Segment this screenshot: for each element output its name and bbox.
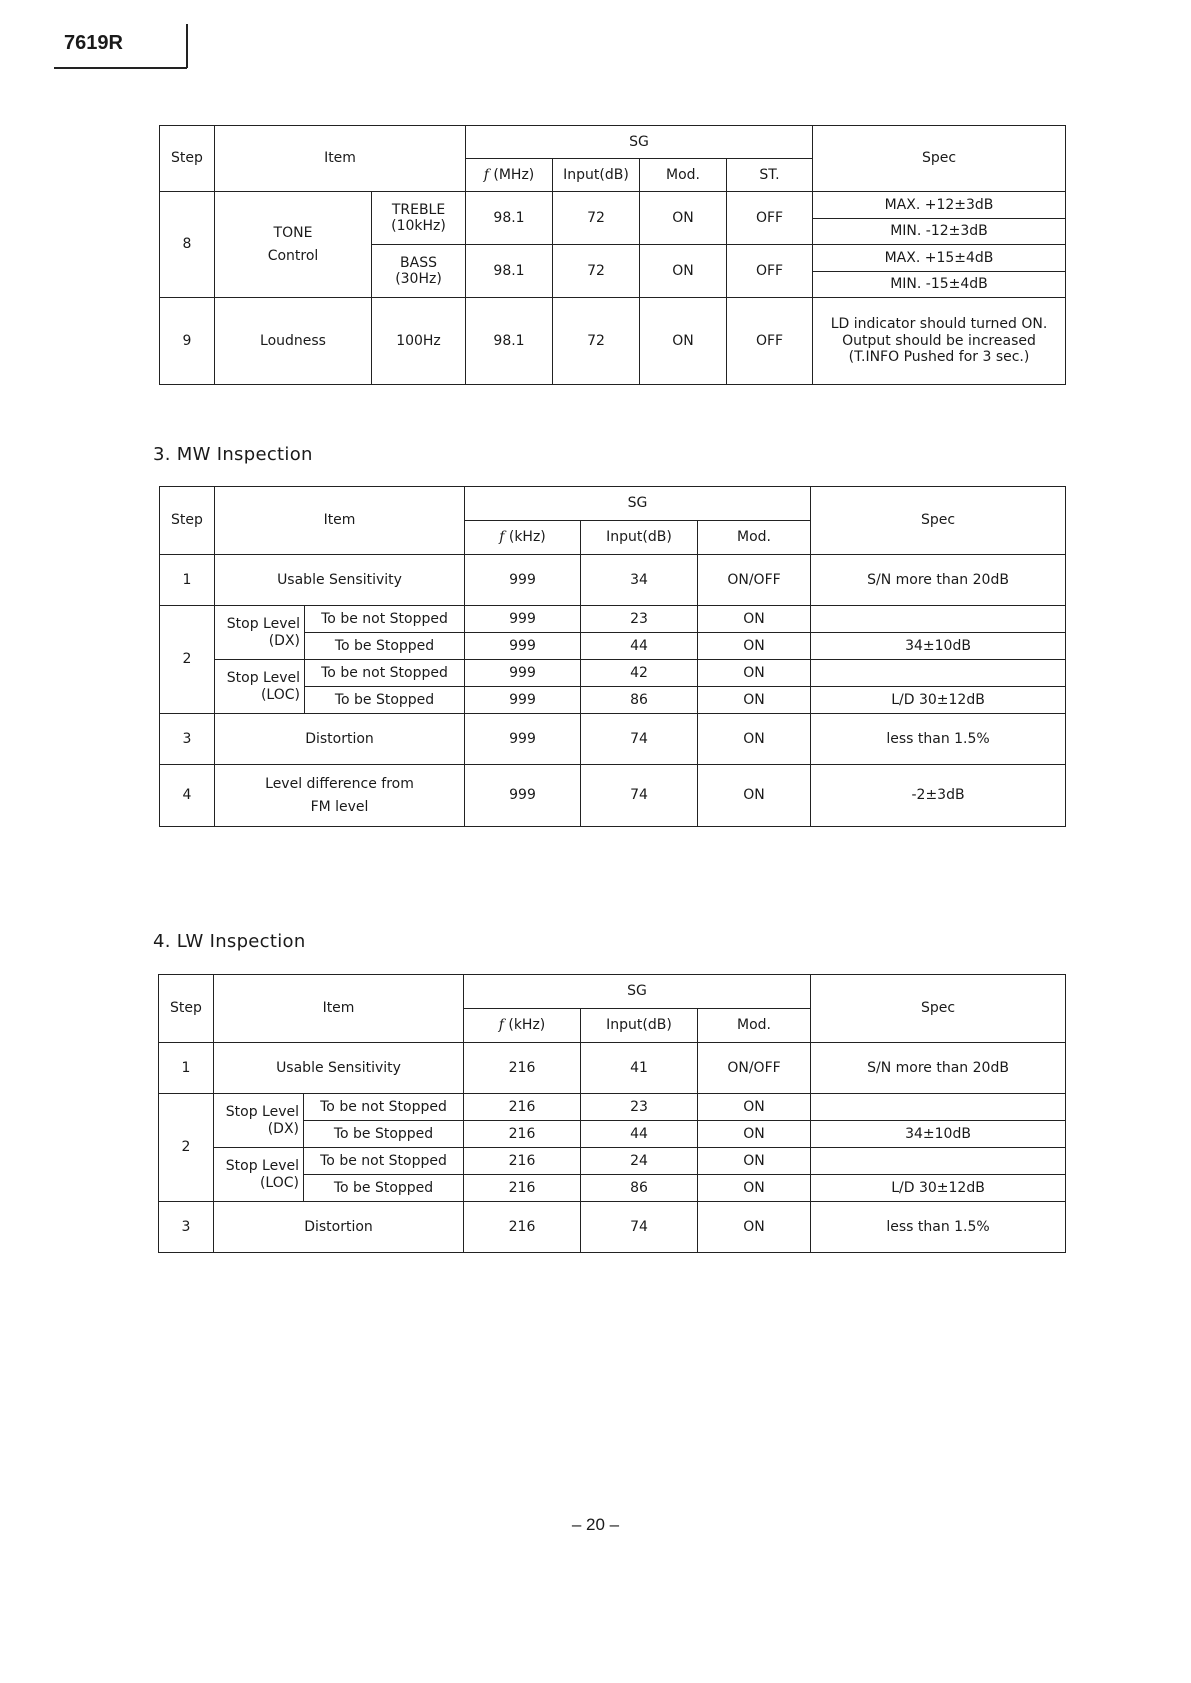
row2-sub3-input: 24	[581, 1148, 698, 1175]
row1-item: Usable Sensitivity	[214, 1043, 464, 1094]
header-mod: Mod.	[640, 159, 727, 192]
row1-step: 1	[160, 555, 215, 606]
row3-step: 3	[160, 714, 215, 765]
header-spec: Spec	[811, 487, 1066, 555]
row1-f: 999	[465, 555, 581, 606]
header-st: ST.	[727, 159, 813, 192]
row2-sub2-input: 44	[581, 1121, 698, 1148]
header-input: Input(dB)	[553, 159, 640, 192]
row3-f: 999	[465, 714, 581, 765]
row4-step: 4	[160, 765, 215, 827]
row2-sub4-label: To be Stopped	[305, 687, 465, 714]
row3-mod: ON	[698, 1202, 811, 1253]
row9-f: 98.1	[466, 298, 553, 385]
row8-spec-treble-max: MAX. +12±3dB	[813, 192, 1066, 219]
row2-sub4-label: To be Stopped	[304, 1175, 464, 1202]
row2-sub4-input: 86	[581, 687, 698, 714]
row3-mod: ON	[698, 714, 811, 765]
row1-mod: ON/OFF	[698, 1043, 811, 1094]
model-number: 7619R	[64, 32, 123, 54]
row2-sub2-f: 999	[465, 633, 581, 660]
row3-input: 74	[581, 714, 698, 765]
row8-treble-input: 72	[553, 192, 640, 245]
row1-f: 216	[464, 1043, 581, 1094]
row2-sub4-f: 216	[464, 1175, 581, 1202]
header-frequency: f (MHz)	[466, 159, 553, 192]
row2-sub2-f: 216	[464, 1121, 581, 1148]
header-spec: Spec	[811, 975, 1066, 1043]
row3-f: 216	[464, 1202, 581, 1253]
row3-step: 3	[159, 1202, 214, 1253]
row9-mod: ON	[640, 298, 727, 385]
mw-section-title: 3. MW Inspection	[153, 444, 313, 465]
lw-section-title: 4. LW Inspection	[153, 931, 306, 952]
row8-bass-st: OFF	[727, 245, 813, 298]
row2-sub1-f: 216	[464, 1094, 581, 1121]
row3-input: 74	[581, 1202, 698, 1253]
page-number: – 20 –	[571, 1515, 620, 1534]
row2-sub1-f: 999	[465, 606, 581, 633]
header-input: Input(dB)	[581, 521, 698, 555]
row2-sub3-label: To be not Stopped	[304, 1148, 464, 1175]
row1-spec: S/N more than 20dB	[811, 555, 1066, 606]
header-mod: Mod.	[698, 521, 811, 555]
row2-sub4-spec: L/D 30±12dB	[811, 1175, 1066, 1202]
header-input: Input(dB)	[581, 1009, 698, 1043]
row1-item: Usable Sensitivity	[215, 555, 465, 606]
row2-sub2-label: To be Stopped	[304, 1121, 464, 1148]
row2-sub2-spec: 34±10dB	[811, 633, 1066, 660]
row8-spec-bass-min: MIN. -15±4dB	[813, 272, 1066, 298]
row2-sub2-input: 44	[581, 633, 698, 660]
row4-mod: ON	[698, 765, 811, 827]
header-spec: Spec	[813, 126, 1066, 192]
header-frequency: f (kHz)	[464, 1009, 581, 1043]
header-mod: Mod.	[698, 1009, 811, 1043]
row2-sub3-spec	[811, 1148, 1066, 1175]
row2-sub1-mod: ON	[698, 606, 811, 633]
row2-sub4-mod: ON	[698, 687, 811, 714]
row2-loc-label: Stop Level (LOC)	[215, 660, 305, 714]
row9-step: 9	[160, 298, 215, 385]
row8-treble-f: 98.1	[466, 192, 553, 245]
row9-item: Loudness	[215, 298, 372, 385]
row2-sub2-spec: 34±10dB	[811, 1121, 1066, 1148]
row2-loc-label: Stop Level (LOC)	[214, 1148, 304, 1202]
row8-bass-input: 72	[553, 245, 640, 298]
row2-sub1-label: To be not Stopped	[305, 606, 465, 633]
header-step: Step	[160, 487, 215, 555]
row1-step: 1	[159, 1043, 214, 1094]
row8-item: TONE Control	[215, 192, 372, 298]
row2-sub3-f: 216	[464, 1148, 581, 1175]
row8-treble-st: OFF	[727, 192, 813, 245]
row3-spec: less than 1.5%	[811, 1202, 1066, 1253]
row2-sub3-label: To be not Stopped	[305, 660, 465, 687]
row2-sub1-spec	[811, 1094, 1066, 1121]
row9-st: OFF	[727, 298, 813, 385]
row8-bass-mod: ON	[640, 245, 727, 298]
row2-sub2-mod: ON	[698, 1121, 811, 1148]
row8-bass-f: 98.1	[466, 245, 553, 298]
header-step: Step	[160, 126, 215, 192]
row2-sub1-label: To be not Stopped	[304, 1094, 464, 1121]
row8-bass: BASS (30Hz)	[372, 245, 466, 298]
header-sg: SG	[465, 487, 811, 521]
header-underline	[54, 67, 187, 69]
row2-sub3-mod: ON	[698, 660, 811, 687]
row8-spec-bass-max: MAX. +15±4dB	[813, 245, 1066, 272]
row1-spec: S/N more than 20dB	[811, 1043, 1066, 1094]
row2-step: 2	[160, 606, 215, 714]
row8-step: 8	[160, 192, 215, 298]
fm-tone-table	[159, 125, 1066, 385]
row2-sub3-input: 42	[581, 660, 698, 687]
header-frequency: f (kHz)	[465, 521, 581, 555]
row8-spec-treble-min: MIN. -12±3dB	[813, 219, 1066, 245]
row8-treble-mod: ON	[640, 192, 727, 245]
row2-sub4-f: 999	[465, 687, 581, 714]
row2-sub2-mod: ON	[698, 633, 811, 660]
row2-step: 2	[159, 1094, 214, 1202]
row2-sub3-mod: ON	[698, 1148, 811, 1175]
row2-sub3-spec	[811, 660, 1066, 687]
row2-sub4-mod: ON	[698, 1175, 811, 1202]
row4-item: Level difference from FM level	[215, 765, 465, 827]
header-divider	[186, 24, 188, 68]
row1-input: 34	[581, 555, 698, 606]
row1-mod: ON/OFF	[698, 555, 811, 606]
row2-sub3-f: 999	[465, 660, 581, 687]
row9-sub: 100Hz	[372, 298, 466, 385]
header-item: Item	[215, 126, 466, 192]
row9-input: 72	[553, 298, 640, 385]
row8-treble: TREBLE (10kHz)	[372, 192, 466, 245]
row2-sub2-label: To be Stopped	[305, 633, 465, 660]
row2-dx-label: Stop Level (DX)	[215, 606, 305, 660]
row2-sub4-spec: L/D 30±12dB	[811, 687, 1066, 714]
row4-input: 74	[581, 765, 698, 827]
row9-spec: LD indicator should turned ON. Output should be increased (T.INFO Pushed for 3 sec.)	[813, 298, 1066, 385]
row3-item: Distortion	[215, 714, 465, 765]
row4-spec: -2±3dB	[811, 765, 1066, 827]
row2-sub1-spec	[811, 606, 1066, 633]
row1-input: 41	[581, 1043, 698, 1094]
row2-sub1-input: 23	[581, 1094, 698, 1121]
row2-sub1-mod: ON	[698, 1094, 811, 1121]
row2-sub1-input: 23	[581, 606, 698, 633]
row2-sub4-input: 86	[581, 1175, 698, 1202]
row2-dx-label: Stop Level (DX)	[214, 1094, 304, 1148]
row3-item: Distortion	[214, 1202, 464, 1253]
header-step: Step	[159, 975, 214, 1043]
header-sg: SG	[466, 126, 813, 159]
header-item: Item	[214, 975, 464, 1043]
header-item: Item	[215, 487, 465, 555]
row3-spec: less than 1.5%	[811, 714, 1066, 765]
header-sg: SG	[464, 975, 811, 1009]
row4-f: 999	[465, 765, 581, 827]
mw-inspection-table	[159, 486, 1066, 827]
lw-inspection-table	[158, 974, 1066, 1253]
